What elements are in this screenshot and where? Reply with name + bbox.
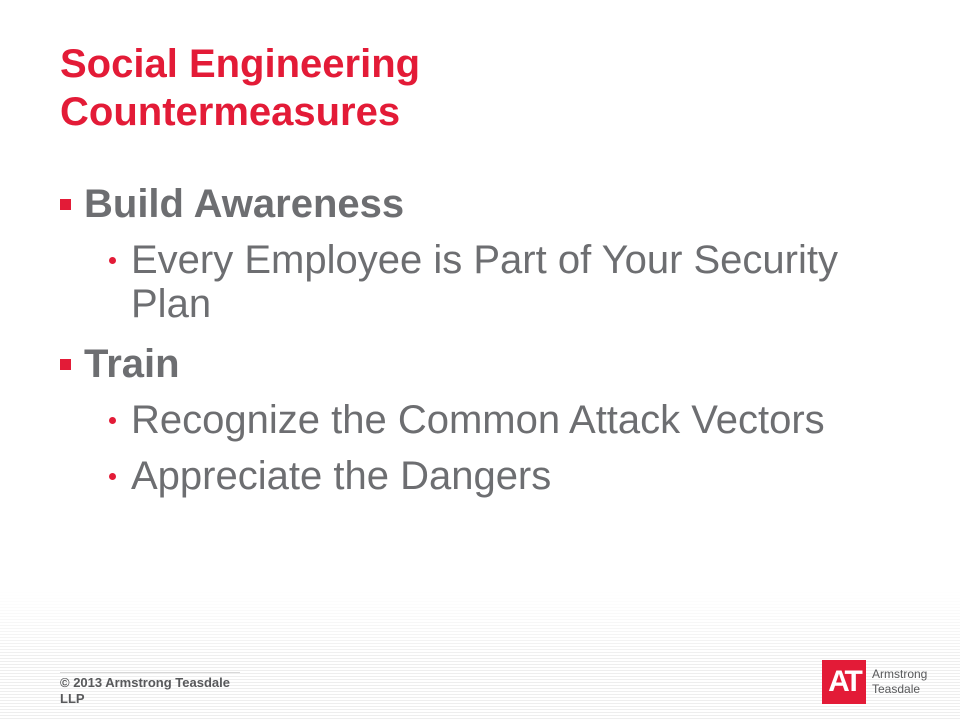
logo-line-2: Teasdale	[872, 682, 921, 696]
sub-bullet-appreciate	[130, 454, 860, 498]
logo-wordmark	[872, 667, 942, 697]
square-bullet-icon	[60, 359, 71, 370]
sub-bullet-text: Recognize the Common Attack Vectors	[131, 398, 825, 442]
logo-line-1: Armstrong	[872, 667, 928, 681]
round-bullet-icon	[109, 473, 116, 480]
sub-bullet-text: Every Employee is Part of Your Security Plan	[131, 238, 838, 326]
logo-mark-text: AT	[828, 665, 860, 698]
at-logo-icon	[822, 660, 866, 704]
sub-bullet-text: Appreciate the Dangers	[131, 454, 552, 498]
slide-content	[60, 178, 860, 510]
bullet-train	[60, 338, 860, 390]
title-line-2: Countermeasures	[60, 90, 401, 134]
bullet-build-awareness	[60, 178, 860, 230]
square-bullet-icon	[60, 199, 71, 210]
sub-bullet-every-employee	[130, 238, 860, 326]
armstrong-teasdale-logo	[822, 660, 937, 704]
bullet-heading-text: Train	[84, 342, 180, 386]
sub-bullet-recognize	[130, 398, 860, 442]
round-bullet-icon	[109, 257, 116, 264]
round-bullet-icon	[109, 417, 116, 424]
title-line-1: Social Engineering	[60, 42, 421, 86]
bullet-heading-text: Build Awareness	[84, 182, 405, 226]
slide-title	[60, 40, 820, 136]
footer-copyright: © 2013 Armstrong Teasdale LLP	[60, 672, 240, 707]
